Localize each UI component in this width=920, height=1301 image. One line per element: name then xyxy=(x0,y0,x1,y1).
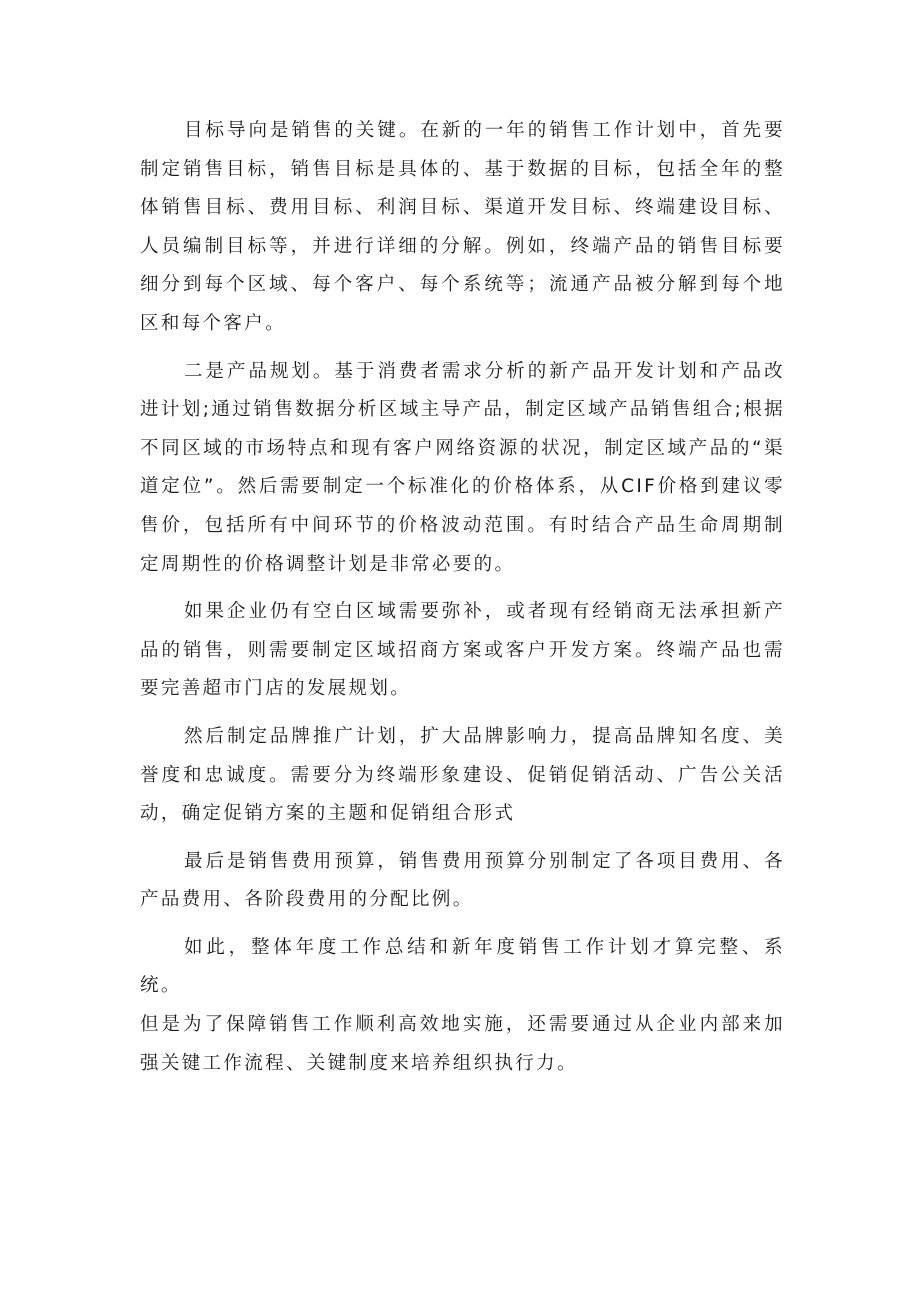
paragraph-expense-budget: 最后是销售费用预算，销售费用预算分别制定了各项目费用、各产品费用、各阶段费用的分配比例。 xyxy=(140,850,785,911)
paragraph-execution: 但是为了保障销售工作顺利高效地实施，还需要通过从企业内部来加强关键工作流程、关键制度来培养组织执行力。 xyxy=(140,1014,785,1074)
paragraph-regional-development: 如果企业仍有空白区域需要弥补，或者现有经销商无法承担新产品的销售，则需要制定区域招商方案或客户开发方案。终端产品也需要完善超市门店的发展规划。 xyxy=(140,601,785,700)
paragraph-brand-promotion: 然后制定品牌推广计划，扩大品牌影响力，提高品牌知名度、美誉度和忠诚度。需要分为终端形象建设、促销促销活动、广告公关活动，确定促销方案的主题和促销组合形式 xyxy=(140,725,785,825)
paragraph-product-planning: 二是产品规划。基于消费者需求分析的新产品开发计划和产品改进计划;通过销售数据分析区域主导产品，制定区域产品销售组合;根据不同区域的市场特点和现有客户网络资源的状况，制定区域产品的“渠道定位”。然后需要制定一个标准化的价格体系，从CIF价格到建议零售价，包括所有中间环节的价格波动范围。有时结合产品生命周期制定周期性的价格调整计划是非常必要的。 xyxy=(140,360,785,575)
paragraph-sales-targets: 目标导向是销售的关键。在新的一年的销售工作计划中，首先要制定销售目标，销售目标是具体的、基于数据的目标，包括全年的整体销售目标、费用目标、利润目标、渠道开发目标、终端建设目标、人员编制目标等，并进行详细的分解。例如，终端产品的销售目标要细分到每个区域、每个客户、每个系统等；流通产品被分解到每个地区和每个客户。 xyxy=(140,120,785,334)
paragraph-summary: 如此，整体年度工作总结和新年度销售工作计划才算完整、系统。 xyxy=(140,936,785,997)
document-body xyxy=(140,112,785,1092)
